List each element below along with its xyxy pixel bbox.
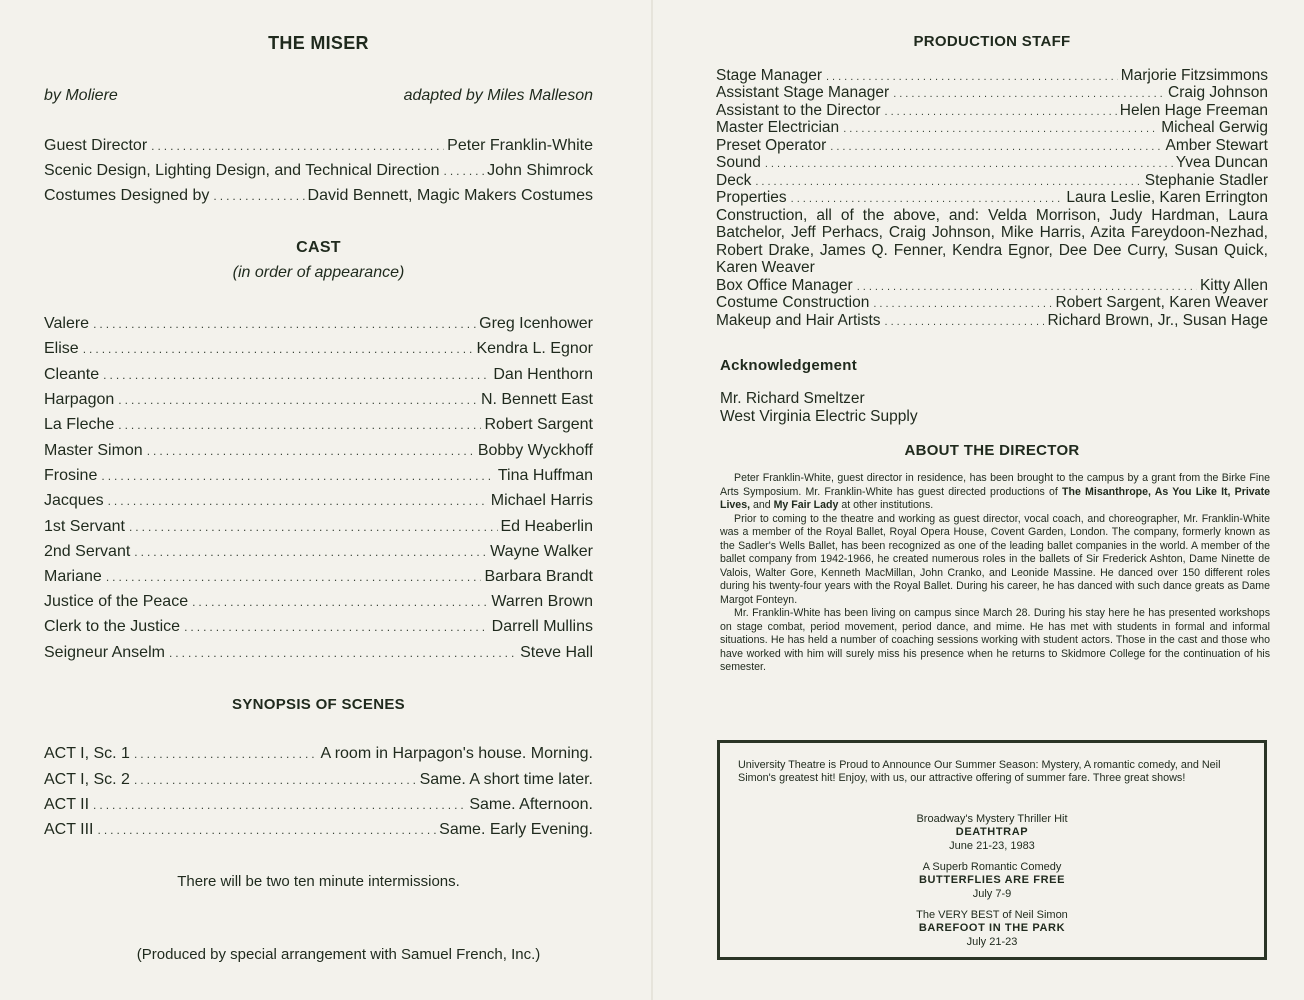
staff-role: Sound [716, 154, 761, 171]
cast-actor: Ed Heaberlin [500, 518, 593, 535]
show-listing [720, 909, 1264, 949]
leader-dots [129, 520, 498, 534]
cast-actor: Steve Hall [520, 644, 593, 661]
cast-role: Elise [44, 340, 79, 357]
staff-name: Richard Brown, Jr., Susan Hage [1047, 312, 1268, 329]
leader-dots [134, 545, 487, 559]
leader-dots [885, 316, 1045, 328]
show-date: June 21-23, 1983 [949, 839, 1035, 852]
scene-setting: Same. Afternoon. [469, 796, 593, 813]
staff-row [716, 84, 1268, 102]
credit-row [44, 137, 593, 155]
leader-dots [147, 444, 475, 458]
leader-dots [169, 646, 517, 660]
author-line: by Moliere [44, 87, 118, 104]
credit-row [44, 162, 593, 180]
cast-row [44, 315, 593, 333]
produced-note: (Produced by special arrangement with Samuel French, Inc.) [136, 946, 541, 963]
cast-actor: Kendra L. Egnor [476, 340, 593, 357]
staff-name: Robert Sargent, Karen Weaver [1055, 294, 1268, 311]
scene-row [44, 745, 593, 763]
staff-name: Yvea Duncan [1175, 154, 1268, 171]
cast-role: Seigneur Anselm [44, 644, 165, 661]
cast-row [44, 340, 593, 358]
scene-row [44, 771, 593, 789]
cast-actor: Dan Henthorn [493, 366, 593, 383]
about-text: at other institutions. [838, 499, 934, 511]
leader-dots [98, 823, 437, 837]
staff-role: Assistant Stage Manager [716, 84, 890, 101]
acknowledgement-heading: Acknowledgement [720, 357, 858, 374]
staff-role: Properties [716, 189, 787, 206]
scene-row [44, 796, 593, 814]
show-title: BAREFOOT IN THE PARK [918, 922, 1066, 935]
staff-row [716, 137, 1268, 155]
leader-dots [103, 368, 490, 382]
leader-dots [106, 570, 482, 584]
scene-row [44, 821, 593, 839]
production-staff-heading: PRODUCTION STAFF [913, 33, 1071, 50]
show-date: July 7-9 [972, 887, 1012, 900]
staff-role: Stage Manager [716, 67, 822, 84]
scene-setting: Same. A short time later. [419, 771, 593, 788]
leader-dots [184, 620, 489, 634]
leader-dots [755, 176, 1141, 188]
show-tagline: A Superb Romantic Comedy [922, 861, 1062, 873]
cast-row [44, 518, 593, 536]
acknowledgement-line: West Virginia Electric Supply [720, 408, 918, 425]
scene-act: ACT I, Sc. 1 [44, 745, 130, 762]
credit-name: David Bennett, Magic Makers Costumes [307, 187, 593, 204]
cast-role: Master Simon [44, 442, 143, 459]
cast-row [44, 618, 593, 636]
staff-name: Amber Stewart [1165, 137, 1268, 154]
staff-row [716, 102, 1268, 120]
leader-dots [826, 71, 1118, 83]
leader-dots [118, 418, 481, 432]
leader-dots [857, 281, 1197, 293]
summer-season-box [717, 740, 1267, 960]
cast-actor: Michael Harris [490, 492, 593, 509]
staff-role: Box Office Manager [716, 277, 853, 294]
credit-role: Scenic Design, Lighting Design, and Technical Direction [44, 162, 440, 179]
about-paragraph: Mr. Franklin-White has been living on campus since March 28. During his stay here he has presented workshops on stage combat, period movement, period dance, and mime. He has met with students in formal and informal situations. He has held a number of coaching sessions working with student actors. Those in the cast and those who have worked with him will surely miss his presence when he returns to Skidmore College for the continuation of his semester. [720, 607, 1270, 673]
cast-row [44, 644, 593, 662]
about-director-text [720, 472, 1270, 675]
staff-row [716, 277, 1268, 295]
staff-name: Helen Hage Freeman [1119, 102, 1268, 119]
cast-row [44, 492, 593, 510]
credit-role: Costumes Designed by [44, 187, 210, 204]
cast-role: 2nd Servant [44, 543, 131, 560]
leader-dots [885, 106, 1117, 118]
scene-act: ACT I, Sc. 2 [44, 771, 130, 788]
about-text: and [750, 499, 774, 511]
about-titles: My Fair Lady [773, 499, 839, 511]
leader-dots [791, 193, 1064, 205]
leader-dots [443, 164, 484, 178]
scene-setting: A room in Harpagon's house. Morning. [320, 745, 593, 762]
show-tagline: The VERY BEST of Neil Simon [916, 909, 1068, 921]
cast-subheading: (in order of appearance) [232, 264, 405, 281]
cast-role: Mariane [44, 568, 102, 585]
staff-row [716, 119, 1268, 137]
cast-row [44, 391, 593, 409]
cast-row [44, 366, 593, 384]
staff-role: Preset Operator [716, 137, 827, 154]
leader-dots [118, 393, 478, 407]
cast-role: Harpagon [44, 391, 115, 408]
about-paragraph: Prior to coming to the theatre and working as guest director, vocal coach, and choreographer, Mr. Franklin-White was a member of the Royal Ballet, Royal Opera House, Covent Garden, London. The company, formerly known as the Sadler's Wells Ballet, has been recognized as one of the leading ballet companies in the world. A member of the ballet company from 1942-1966, he created numerous roles in the ballets of Sir Frederick Ashton, Dame Ninette de Valois, Walter Gore, Kenneth MacMillan, John Cranko, and Leonide Massine. He danced over 150 different roles during his twenty-four years with the Royal Ballet. During his career, he has danced with such dance greats as Dame Margot Fonteyn. [720, 512, 1270, 606]
credit-role: Guest Director [44, 137, 148, 154]
leader-dots [893, 88, 1165, 100]
cast-role: Jacques [44, 492, 104, 509]
about-titles: The Misanthrope, As You Like It, Private Lives, [720, 485, 1270, 511]
staff-name: Marjorie Fitzsimmons [1120, 67, 1268, 84]
leader-dots [843, 123, 1158, 135]
cast-role: La Fleche [44, 416, 115, 433]
about-text: Peter Franklin-White, guest director in residence, has been brought to the campus by a grant from the Birke Fine Arts Symposium. Mr. Franklin-White has guest directed productions of [720, 472, 1270, 498]
staff-name: Stephanie Stadler [1144, 172, 1268, 189]
cast-row [44, 593, 593, 611]
cast-actor: Darrell Mullins [491, 618, 593, 635]
cast-role: Clerk to the Justice [44, 618, 181, 635]
show-tagline: Broadway's Mystery Thriller Hit [916, 813, 1068, 825]
staff-row [716, 294, 1268, 312]
scene-act: ACT II [44, 796, 90, 813]
scene-setting: Same. Early Evening. [439, 821, 593, 838]
show-listing [720, 861, 1264, 901]
staff-row [716, 189, 1268, 207]
staff-name: Craig Johnson [1168, 84, 1268, 101]
play-title: THE MISER [268, 33, 369, 53]
leader-dots [93, 317, 476, 331]
leader-dots [134, 773, 417, 787]
cast-actor: Bobby Wyckhoff [477, 442, 593, 459]
staff-name: Laura Leslie, Karen Errington [1066, 189, 1268, 206]
show-title: DEATHTRAP [955, 826, 1029, 839]
staff-row [716, 312, 1268, 330]
right-page [652, 0, 1304, 1000]
cast-actor: N. Bennett East [480, 391, 593, 408]
synopsis-heading: SYNOPSIS OF SCENES [232, 696, 405, 713]
credit-name: Peter Franklin-White [447, 137, 593, 154]
staff-role: Makeup and Hair Artists [716, 312, 881, 329]
staff-name: Kitty Allen [1199, 277, 1268, 294]
staff-row [716, 154, 1268, 172]
cast-role: Justice of the Peace [44, 593, 189, 610]
cast-actor: Warren Brown [491, 593, 593, 610]
show-date: July 21-23 [966, 935, 1018, 948]
leader-dots [108, 494, 488, 508]
cast-row [44, 543, 593, 561]
cast-role: 1st Servant [44, 518, 125, 535]
show-listing [720, 813, 1264, 853]
about-paragraph [720, 472, 1270, 513]
leader-dots [213, 189, 304, 203]
acknowledgement-line: Mr. Richard Smeltzer [720, 390, 865, 407]
leader-dots [151, 139, 444, 153]
credit-row [44, 187, 593, 205]
cast-actor: Wayne Walker [490, 543, 593, 560]
adapter-line: adapted by Miles Malleson [403, 87, 593, 104]
construction-credits: Construction, all of the above, and: Velda Morrison, Judy Hardman, Laura Batchelor, Jeff Perhacs, Craig Johnson, Mike Harris, Azita Fareydoon-Nezhad, Robert Drake, James Q. Fenner, Kendra Egnor, Dee Dee Curry, Susan Quick, Karen Weaver [716, 207, 1268, 277]
leader-dots [765, 158, 1173, 170]
cast-heading: CAST [296, 239, 341, 256]
season-intro: University Theatre is Proud to Announce Our Summer Season: Mystery, A romantic comedy, and Neil Simon's greatest hit! Enjoy, with us, our attractive offering of summer fare. Three great shows! [738, 759, 1221, 784]
cast-row [44, 467, 593, 485]
leader-dots [101, 469, 494, 483]
cast-role: Frosine [44, 467, 98, 484]
cast-actor: Tina Huffman [497, 467, 593, 484]
about-director-heading: ABOUT THE DIRECTOR [904, 442, 1080, 459]
scene-act: ACT III [44, 821, 94, 838]
cast-row [44, 568, 593, 586]
staff-role: Assistant to the Director [716, 102, 881, 119]
cast-role: Valere [44, 315, 90, 332]
cast-actor: Barbara Brandt [484, 568, 593, 585]
cast-row [44, 416, 593, 434]
staff-name: Micheal Gerwig [1161, 119, 1268, 136]
staff-row [716, 67, 1268, 85]
leader-dots [873, 298, 1052, 310]
cast-row [44, 442, 593, 460]
credit-name: John Shimrock [487, 162, 593, 179]
staff-role: Deck [716, 172, 752, 189]
staff-role: Costume Construction [716, 294, 870, 311]
leader-dots [830, 141, 1162, 153]
cast-actor: Greg Icenhower [479, 315, 593, 332]
cast-role: Cleante [44, 366, 100, 383]
intermission-note: There will be two ten minute intermissions. [177, 873, 460, 890]
leader-dots [83, 342, 474, 356]
leader-dots [134, 747, 318, 761]
leader-dots [93, 798, 466, 812]
staff-role: Master Electrician [716, 119, 840, 136]
cast-actor: Robert Sargent [484, 416, 593, 433]
staff-row [716, 172, 1268, 190]
leader-dots [192, 595, 488, 609]
show-title: BUTTERFLIES ARE FREE [918, 874, 1066, 887]
